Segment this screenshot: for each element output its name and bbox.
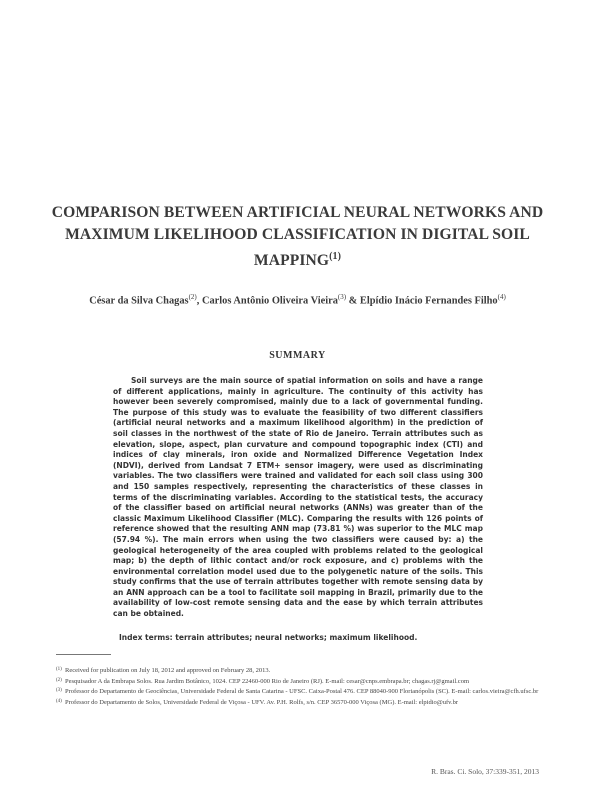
footnote-text: Professor do Departamento de Solos, Universidade Federal de Viçosa - UFV. Av. P.H. Rolfs, s/n. CEP 36570-000 Viçosa (MG). E-mail: elpidio@ufv.br bbox=[65, 698, 459, 706]
author-name: César da Silva Chagas bbox=[89, 295, 189, 307]
author-affiliation-marker: (3) bbox=[337, 293, 347, 301]
index-terms: Index terms: terrain attributes; neural networks; maximum likelihood. bbox=[119, 633, 418, 642]
footnote-number: (3) bbox=[56, 688, 62, 693]
footnote-divider bbox=[56, 654, 111, 655]
journal-citation-footer: R. Bras. Ci. Solo, 37:339-351, 2013 bbox=[431, 767, 539, 776]
footnote-number: (2) bbox=[56, 677, 62, 683]
footnotes bbox=[56, 666, 541, 708]
author-name: & Elpídio Inácio Fernandes Filho bbox=[346, 295, 498, 307]
paper-title bbox=[50, 202, 545, 272]
footnote-number: (1) bbox=[56, 667, 62, 672]
abstract-paragraph: Soil surveys are the main source of spatial information on soils and have a range of different applications, mainly in agriculture. The continuity of this activity has however been severely compromised, mainly due to a lack of governmental funding. The purpose of this study was to evaluate the feasibility of two different classifiers (artificial neural networks and a maximum likelihood algorithm) in the prediction of soil classes in the northwest of the state of Rio de Janeiro. Terrain attributes such as elevation, slope, aspect, plan curvature and compound topographic index (CTI) and indices of clay minerals, iron oxide and Normalized Difference Vegetation Index (NDVI), derived from Landsat 7 ETM+ sensor imagery, were used as discriminating variables. The two classifiers were trained and validated for each soil class using 300 and 150 samples respectively, representing the characteristics of these classes in terms of the discriminating variables. According to the statistical tests, the accuracy of the classifier based on artificial neural networks (ANNs) was greater than of the classic Maximum Likelihood Classifier (MLC). Comparing the results with 126 points of reference showed that the resulting ANN map (73.81 %) was superior to the MLC map (57.94 %). The main errors when using the two classifiers were caused by: a) the geological heterogeneity of the area coupled with problems related to the geological map; b) the depth of lithic contact and/or rock exposure, and c) problems with the environmental correlation model used due to the polygenetic nature of the soils. This study confirms that the use of terrain attributes together with remote sensing data by an ANN approach can be a tool to facilitate soil mapping in Brazil, primarily due to the availability of low-cost remote sensing data and the ease by which terrain attributes can be obtained. bbox=[113, 376, 483, 619]
title-footnote-marker: (1) bbox=[329, 251, 342, 262]
author-list bbox=[50, 290, 545, 308]
footnote-item bbox=[56, 677, 541, 687]
footnote-item bbox=[56, 666, 541, 676]
author-affiliation-marker: (2) bbox=[188, 293, 197, 301]
author-name: , Carlos Antônio Oliveira Vieira bbox=[196, 295, 338, 307]
footnote-text: Professor do Departamento de Geociências, Universidade Federal de Santa Catarina - UFSC. Caixa-Postal 476. CEP 88040-900 Florianópolis (SC). E-mail: carlos.vieira@cfh.ufsc.br bbox=[65, 688, 539, 695]
paper-title-text: COMPARISON BETWEEN ARTIFICIAL NEURAL NETWORKS AND MAXIMUM LIKELIHOOD CLASSIFICATION IN DIGITAL SOIL MAPPING bbox=[51, 204, 544, 270]
footnote-item bbox=[56, 698, 541, 708]
footnote-number: (4) bbox=[56, 698, 62, 704]
footnote-text: Received for publication on July 18, 2012 and approved on February 28, 2013. bbox=[65, 667, 271, 674]
footnote-item bbox=[56, 687, 541, 697]
footnote-text: Pesquisador A da Embrapa Solos. Rua Jardim Botânico, 1024. CEP 22460-000 Rio de Janeiro (RJ). E-mail: cesar@cnps.embrapa.br; chagas.rj@gmail.com bbox=[65, 677, 469, 685]
summary-heading: SUMMARY bbox=[269, 350, 326, 361]
author-affiliation-marker: (4) bbox=[497, 293, 506, 301]
